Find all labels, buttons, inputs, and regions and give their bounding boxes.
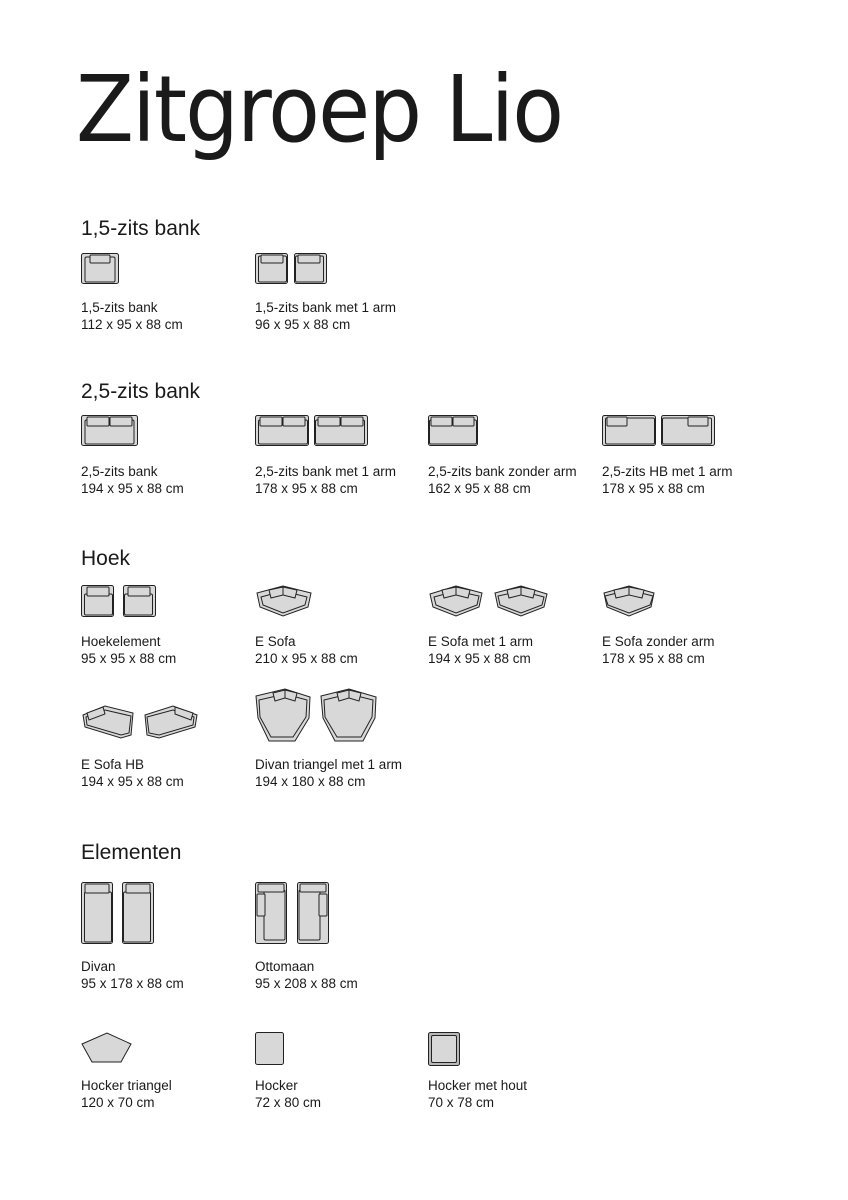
product-e-sofa-hb [81, 705, 251, 789]
sofa-1-5-zits-met-arm-icon [255, 253, 330, 285]
hocker-met-hout-icon [428, 1032, 464, 1068]
product-hocker-met-hout [428, 1032, 598, 1110]
divan-icon [81, 882, 161, 946]
product-2-5-zits-bank-met-1-arm [255, 415, 425, 496]
section-title-hoek: Hoek [81, 547, 131, 570]
product-dims: 194 x 180 x 88 cm [255, 774, 366, 789]
product-name: 2,5-zits bank [81, 464, 158, 479]
section-title-1-5-zits: 1,5-zits bank [81, 217, 201, 240]
e-sofa-zonder-arm-icon [602, 585, 660, 619]
sofa-1-5-zits-icon [81, 253, 121, 285]
product-name: E Sofa [255, 634, 296, 649]
divan-triangel-icon [255, 688, 380, 744]
product-e-sofa [255, 585, 425, 666]
product-1-5-zits-bank [81, 253, 251, 332]
product-1-5-zits-bank-met-1-arm [255, 253, 425, 332]
e-sofa-hb-icon [81, 705, 201, 741]
product-2-5-zits-bank [81, 415, 251, 496]
product-e-sofa-met-1-arm [428, 585, 598, 666]
product-dims: 95 x 95 x 88 cm [81, 651, 177, 666]
section-title-elementen: Elementen [81, 841, 182, 864]
product-ottomaan [255, 882, 425, 991]
product-name: Divan triangel met 1 arm [255, 757, 403, 772]
hoekelement-icon [81, 585, 161, 619]
product-name: 2,5-zits bank zonder arm [428, 464, 577, 479]
product-dims: 178 x 95 x 88 cm [602, 651, 705, 666]
product-2-5-zits-hb-met-1-arm [602, 415, 772, 496]
product-name: Ottomaan [255, 959, 315, 974]
product-name: E Sofa met 1 arm [428, 634, 534, 649]
page-title: Zitgroep Lio [76, 56, 563, 163]
product-dims: 178 x 95 x 88 cm [255, 481, 358, 496]
product-name: Hoekelement [81, 634, 161, 649]
product-dims: 194 x 95 x 88 cm [81, 481, 184, 496]
product-name: 2,5-zits bank met 1 arm [255, 464, 397, 479]
product-divan [81, 882, 251, 991]
product-hocker-triangel [81, 1032, 251, 1110]
product-name: E Sofa HB [81, 757, 145, 772]
sofa-2-5-zits-icon [81, 415, 141, 447]
sofa-2-5-zits-hb-icon [602, 415, 720, 447]
product-dims: 194 x 95 x 88 cm [428, 651, 531, 666]
hocker-triangel-icon [81, 1032, 137, 1066]
product-name: Hocker [255, 1078, 298, 1093]
sofa-2-5-zits-met-arm-icon [255, 415, 373, 447]
product-name: 1,5-zits bank met 1 arm [255, 300, 397, 315]
e-sofa-met-arm-icon [428, 585, 553, 619]
hocker-icon [255, 1032, 289, 1066]
product-name: Divan [81, 959, 116, 974]
product-2-5-zits-bank-zonder-arm [428, 415, 598, 496]
product-hocker [255, 1032, 425, 1110]
section-title-2-5-zits: 2,5-zits bank [81, 380, 201, 403]
sofa-2-5-zits-zonder-arm-icon [428, 415, 483, 447]
product-dims: 95 x 208 x 88 cm [255, 976, 358, 991]
product-name: Hocker triangel [81, 1078, 172, 1093]
product-dims: 120 x 70 cm [81, 1095, 155, 1110]
e-sofa-icon [255, 585, 315, 619]
product-dims: 162 x 95 x 88 cm [428, 481, 531, 496]
product-dims: 96 x 95 x 88 cm [255, 317, 351, 332]
product-name: 2,5-zits HB met 1 arm [602, 464, 733, 479]
product-divan-triangel-met-1-arm [255, 688, 425, 789]
product-dims: 112 x 95 x 88 cm [81, 317, 183, 332]
product-dims: 72 x 80 cm [255, 1095, 322, 1110]
product-name: E Sofa zonder arm [602, 634, 715, 649]
ottomaan-icon [255, 882, 335, 946]
product-name: Hocker met hout [428, 1078, 528, 1093]
product-dims: 95 x 178 x 88 cm [81, 976, 184, 991]
product-dims: 194 x 95 x 88 cm [81, 774, 184, 789]
product-hoekelement [81, 585, 251, 666]
product-name: 1,5-zits bank [81, 300, 158, 315]
product-e-sofa-zonder-arm [602, 585, 772, 666]
product-dims: 210 x 95 x 88 cm [255, 651, 358, 666]
product-dims: 178 x 95 x 88 cm [602, 481, 705, 496]
product-dims: 70 x 78 cm [428, 1095, 495, 1110]
